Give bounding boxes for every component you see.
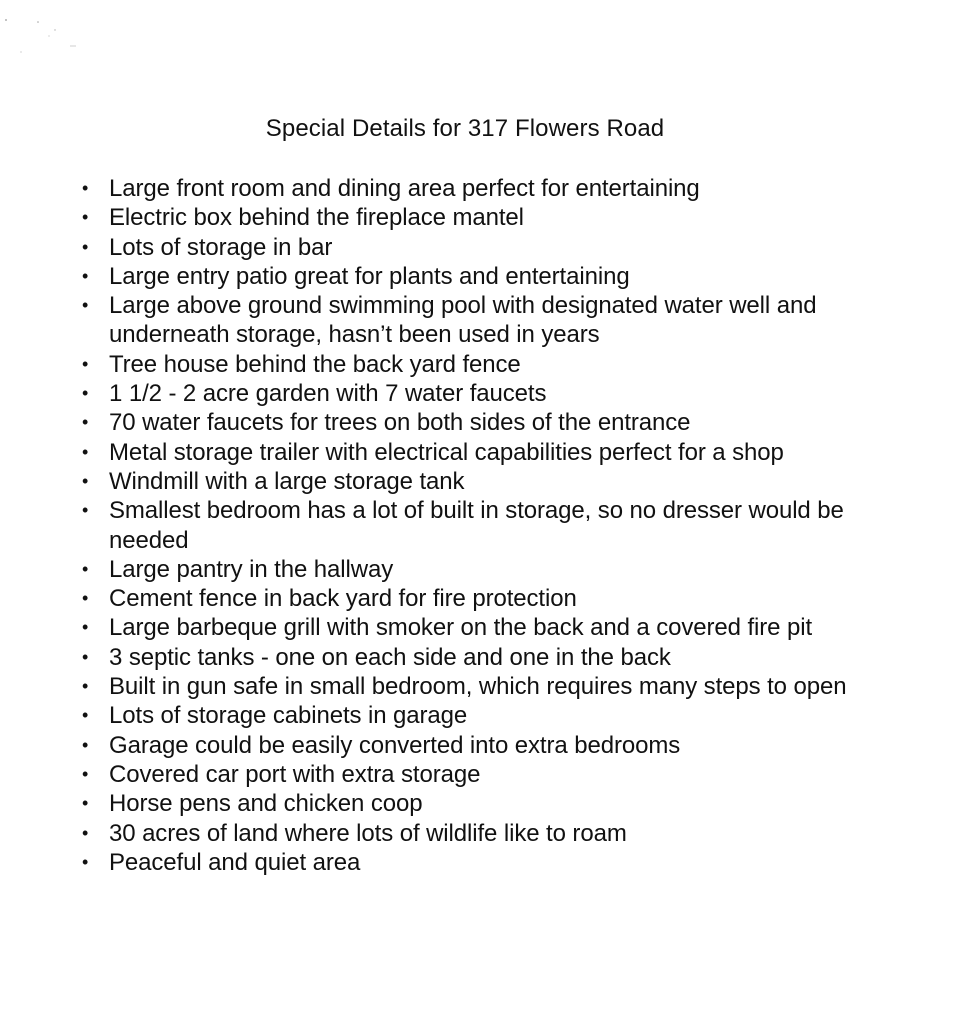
list-item-text: Lots of storage cabinets in garage — [109, 702, 468, 730]
list-item-text: Windmill with a large storage tank — [109, 467, 465, 495]
list-item-text: 30 acres of land where lots of wildlife like to roam — [109, 819, 627, 847]
list-item — [75, 408, 855, 437]
bullet-icon: • — [82, 851, 89, 872]
list-item — [75, 203, 855, 232]
list-item-text: Garage could be easily converted into extra bedrooms — [109, 731, 681, 759]
list-item-text: Large above ground swimming pool with designated water well and underneath storage, hasn’t been used in years — [109, 292, 817, 349]
list-item — [75, 701, 855, 730]
bullet-icon: • — [82, 500, 89, 521]
list-item-text: Smallest bedroom has a lot of built in storage, so no dresser would be needed — [109, 497, 844, 554]
list-item — [75, 291, 855, 350]
list-item-text: Large entry patio great for plants and entertaining — [109, 262, 630, 290]
bullet-icon: • — [82, 822, 89, 843]
bullet-icon: • — [82, 646, 89, 667]
page-title: Special Details for 317 Flowers Road — [265, 115, 665, 142]
list-item — [75, 233, 855, 262]
bullet-icon: • — [82, 588, 89, 609]
list-item — [75, 819, 855, 848]
list-item — [75, 672, 855, 701]
list-item-text: 3 septic tanks - one on each side and one in the back — [109, 643, 671, 671]
list-item — [75, 262, 855, 291]
list-item-text: Cement fence in back yard for fire protection — [109, 585, 577, 613]
bullet-icon: • — [82, 412, 89, 433]
list-item-text: Electric box behind the fireplace mantel — [109, 204, 524, 232]
bullet-icon: • — [82, 734, 89, 755]
list-item-text: Large barbeque grill with smoker on the back and a covered fire pit — [109, 614, 813, 642]
list-item — [75, 350, 855, 379]
list-item-text: Tree house behind the back yard fence — [109, 350, 521, 378]
list-item-text: Horse pens and chicken coop — [109, 790, 423, 818]
list-item-text: Built in gun safe in small bedroom, which requires many steps to open — [109, 673, 847, 701]
list-item-text: Covered car port with extra storage — [109, 760, 481, 788]
list-item-text: Large front room and dining area perfect for entertaining — [109, 175, 700, 202]
bullet-icon: • — [82, 558, 89, 579]
list-item — [75, 555, 855, 584]
bullet-icon: • — [82, 265, 89, 286]
bullet-icon: • — [82, 178, 89, 198]
bullet-icon: • — [82, 295, 89, 316]
bullet-icon: • — [82, 353, 89, 374]
list-item — [75, 379, 855, 408]
list-item — [75, 643, 855, 672]
bullet-icon: • — [82, 441, 89, 462]
list-item-text: Metal storage trailer with electrical capabilities perfect for a shop — [109, 438, 784, 466]
list-item-text: Large pantry in the hallway — [109, 555, 394, 583]
bullet-icon: • — [82, 676, 89, 697]
details-list — [75, 174, 855, 877]
bullet-icon: • — [82, 470, 89, 491]
list-item — [75, 467, 855, 496]
list-item — [75, 848, 855, 877]
list-item — [75, 789, 855, 818]
list-item — [75, 584, 855, 613]
list-item — [75, 613, 855, 642]
bullet-icon: • — [82, 793, 89, 814]
list-item-text: Peaceful and quiet area — [109, 848, 361, 876]
bullet-icon: • — [82, 617, 89, 638]
list-item-text: 1 1/2 - 2 acre garden with 7 water faucets — [109, 380, 547, 408]
bullet-icon: • — [82, 236, 89, 257]
list-item-text: Lots of storage in bar — [109, 233, 333, 261]
bullet-icon: • — [82, 383, 89, 404]
bullet-icon: • — [82, 763, 89, 784]
list-item — [75, 760, 855, 789]
list-item — [75, 438, 855, 467]
bullet-icon: • — [82, 207, 89, 228]
list-item-text: 70 water faucets for trees on both sides of the entrance — [109, 409, 691, 437]
list-item — [75, 174, 855, 203]
scan-specks — [0, 0, 90, 60]
bullet-icon: • — [82, 705, 89, 726]
list-item — [75, 496, 855, 555]
list-item — [75, 731, 855, 760]
